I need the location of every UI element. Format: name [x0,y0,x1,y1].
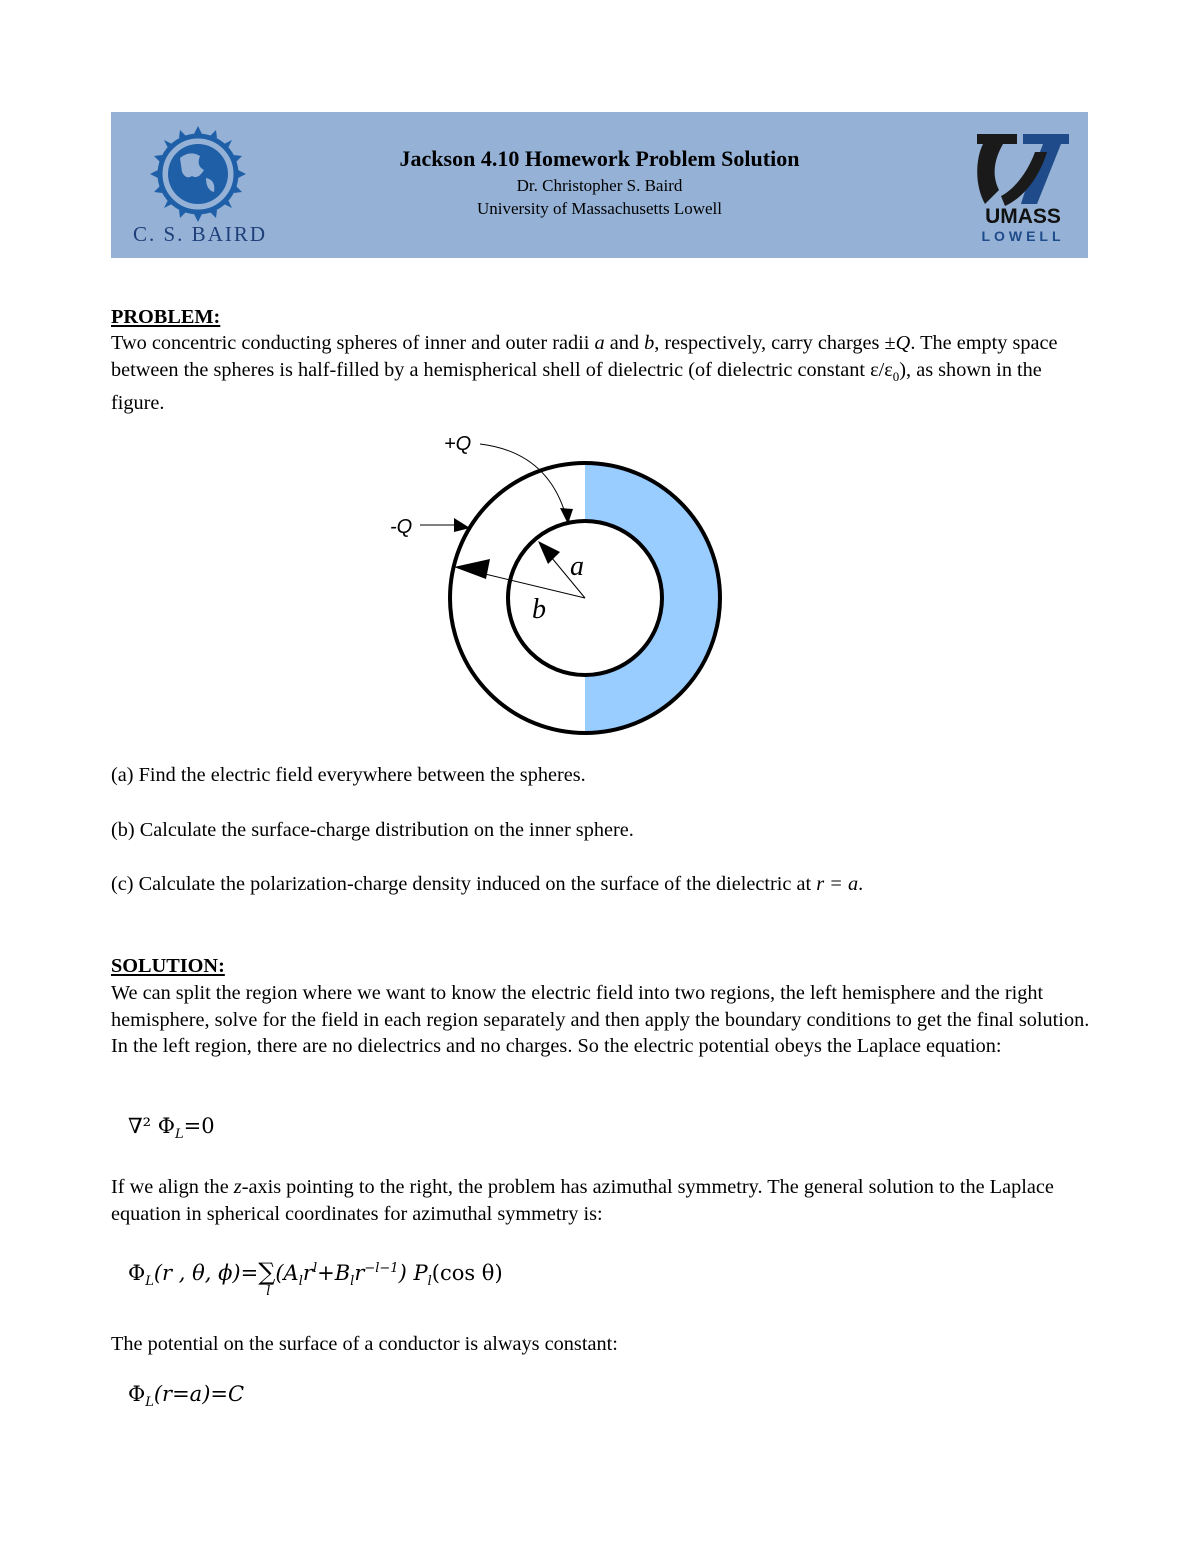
eq2-sum: ∑ [258,1258,276,1286]
eq2-p-sub: l [427,1274,432,1290]
eq2-body: (A [275,1261,299,1285]
header-banner [111,112,1088,258]
cs-baird-logo-text: C. S. BAIRD [133,222,268,246]
part-b: (b) Calculate the surface-charge distribution on the inner sphere. [111,819,634,841]
problem-text-3: . The empty space between the spheres is half-filled by a hemispherical shell of dielectric (of dielectric constant ε/ε [111,332,1058,381]
eps-sub: 0 [892,368,900,384]
umass-u-icon [977,134,1069,206]
problem-statement [111,330,1091,417]
label-plus-q: +Q [444,433,472,455]
var-a: a [594,332,605,354]
equation-laplace [128,1114,215,1142]
eq2-args: (r , θ, ϕ)= [153,1261,259,1285]
lowell-text: LOWELL [981,228,1065,244]
equation-boundary [128,1382,244,1410]
part-c-text: (c) Calculate the polarization-charge density induced on the surface of the dielectric at [111,873,812,895]
author: Dr. Christopher S. Baird [516,176,683,195]
eq2-phi-sub: L [145,1274,154,1290]
part-c-end: . [858,873,864,895]
solution-paragraph-3: The potential on the surface of a conductor is always constant: [111,1333,618,1355]
radius-b-arrowhead [454,559,490,579]
eq2-cos: (cos θ) [431,1261,503,1285]
page-title: Jackson 4.10 Homework Problem Solution [399,146,800,171]
problem-text-1: Two concentric conducting spheres of inner and outer radii [111,332,590,354]
solution-heading [111,953,1091,980]
eq2-a-sub: l [298,1274,303,1290]
eq2-b-sub: l [350,1274,355,1290]
eq2-r2-exp: −l−1 [364,1261,399,1276]
eq3-rhs: (r=a)=C [153,1382,245,1406]
label-b: b [532,594,546,625]
eq2-r1-exp: l [312,1261,318,1276]
part-c-eq: r = a [816,873,859,895]
eq3-sub: L [145,1395,154,1411]
eq2-sum-sub: l [266,1284,271,1299]
problem-and: and [609,332,639,354]
p2-text-a: If we align the [111,1176,229,1198]
eq2-phi: Φ [128,1261,146,1285]
p2-text-b: -axis pointing to the right, the problem has azimuthal symmetry. The general solution to the Laplace equation in spherical coordinates for azimuthal symmetry is: [111,1176,1054,1225]
problem-heading-text: PROBLEM: [111,306,221,328]
var-q: Q [895,332,911,354]
solution-paragraph-2 [111,1174,1091,1227]
part-a: (a) Find the electric field everywhere between the spheres. [111,764,586,786]
problem-text-4: ), as shown in the figure. [111,358,1042,415]
eq1-rhs: =0 [183,1114,215,1138]
label-minus-q: -Q [390,516,413,538]
eq2-p: ) P [398,1261,428,1285]
eq2-plus-b: +B [317,1261,351,1285]
solution-heading-text: SOLUTION: [111,955,225,977]
label-a: a [570,551,584,582]
concentric-spheres-figure [380,428,740,738]
p2-z: z [233,1176,242,1198]
equation-general-solution [128,1258,503,1299]
solution-paragraph-1: We can split the region where we want to know the electric field into two regions, the left hemisphere and the right hemisphere, solve for the field in each region separately and then apply the boundary conditions to get the final solution. In the left region, there are no dielectrics and no charges. So the electric potential obeys the Laplace equation: [111,982,1090,1058]
umass-text: UMASS [985,205,1061,228]
eq2-r2: r [354,1261,365,1285]
problem-text-2: , respectively, carry charges ± [654,332,896,354]
part-c [111,871,1091,898]
umass-lowell-logo [973,130,1073,245]
var-b: b [644,332,655,354]
affiliation: University of Massachusetts Lowell [476,199,723,218]
eq2-r1: r [302,1261,313,1285]
eq1-sub: L [174,1127,184,1143]
eq3-phi: Φ [128,1382,146,1406]
problem-heading [111,304,1091,331]
eq1-lhs: ∇² Φ [128,1114,175,1138]
